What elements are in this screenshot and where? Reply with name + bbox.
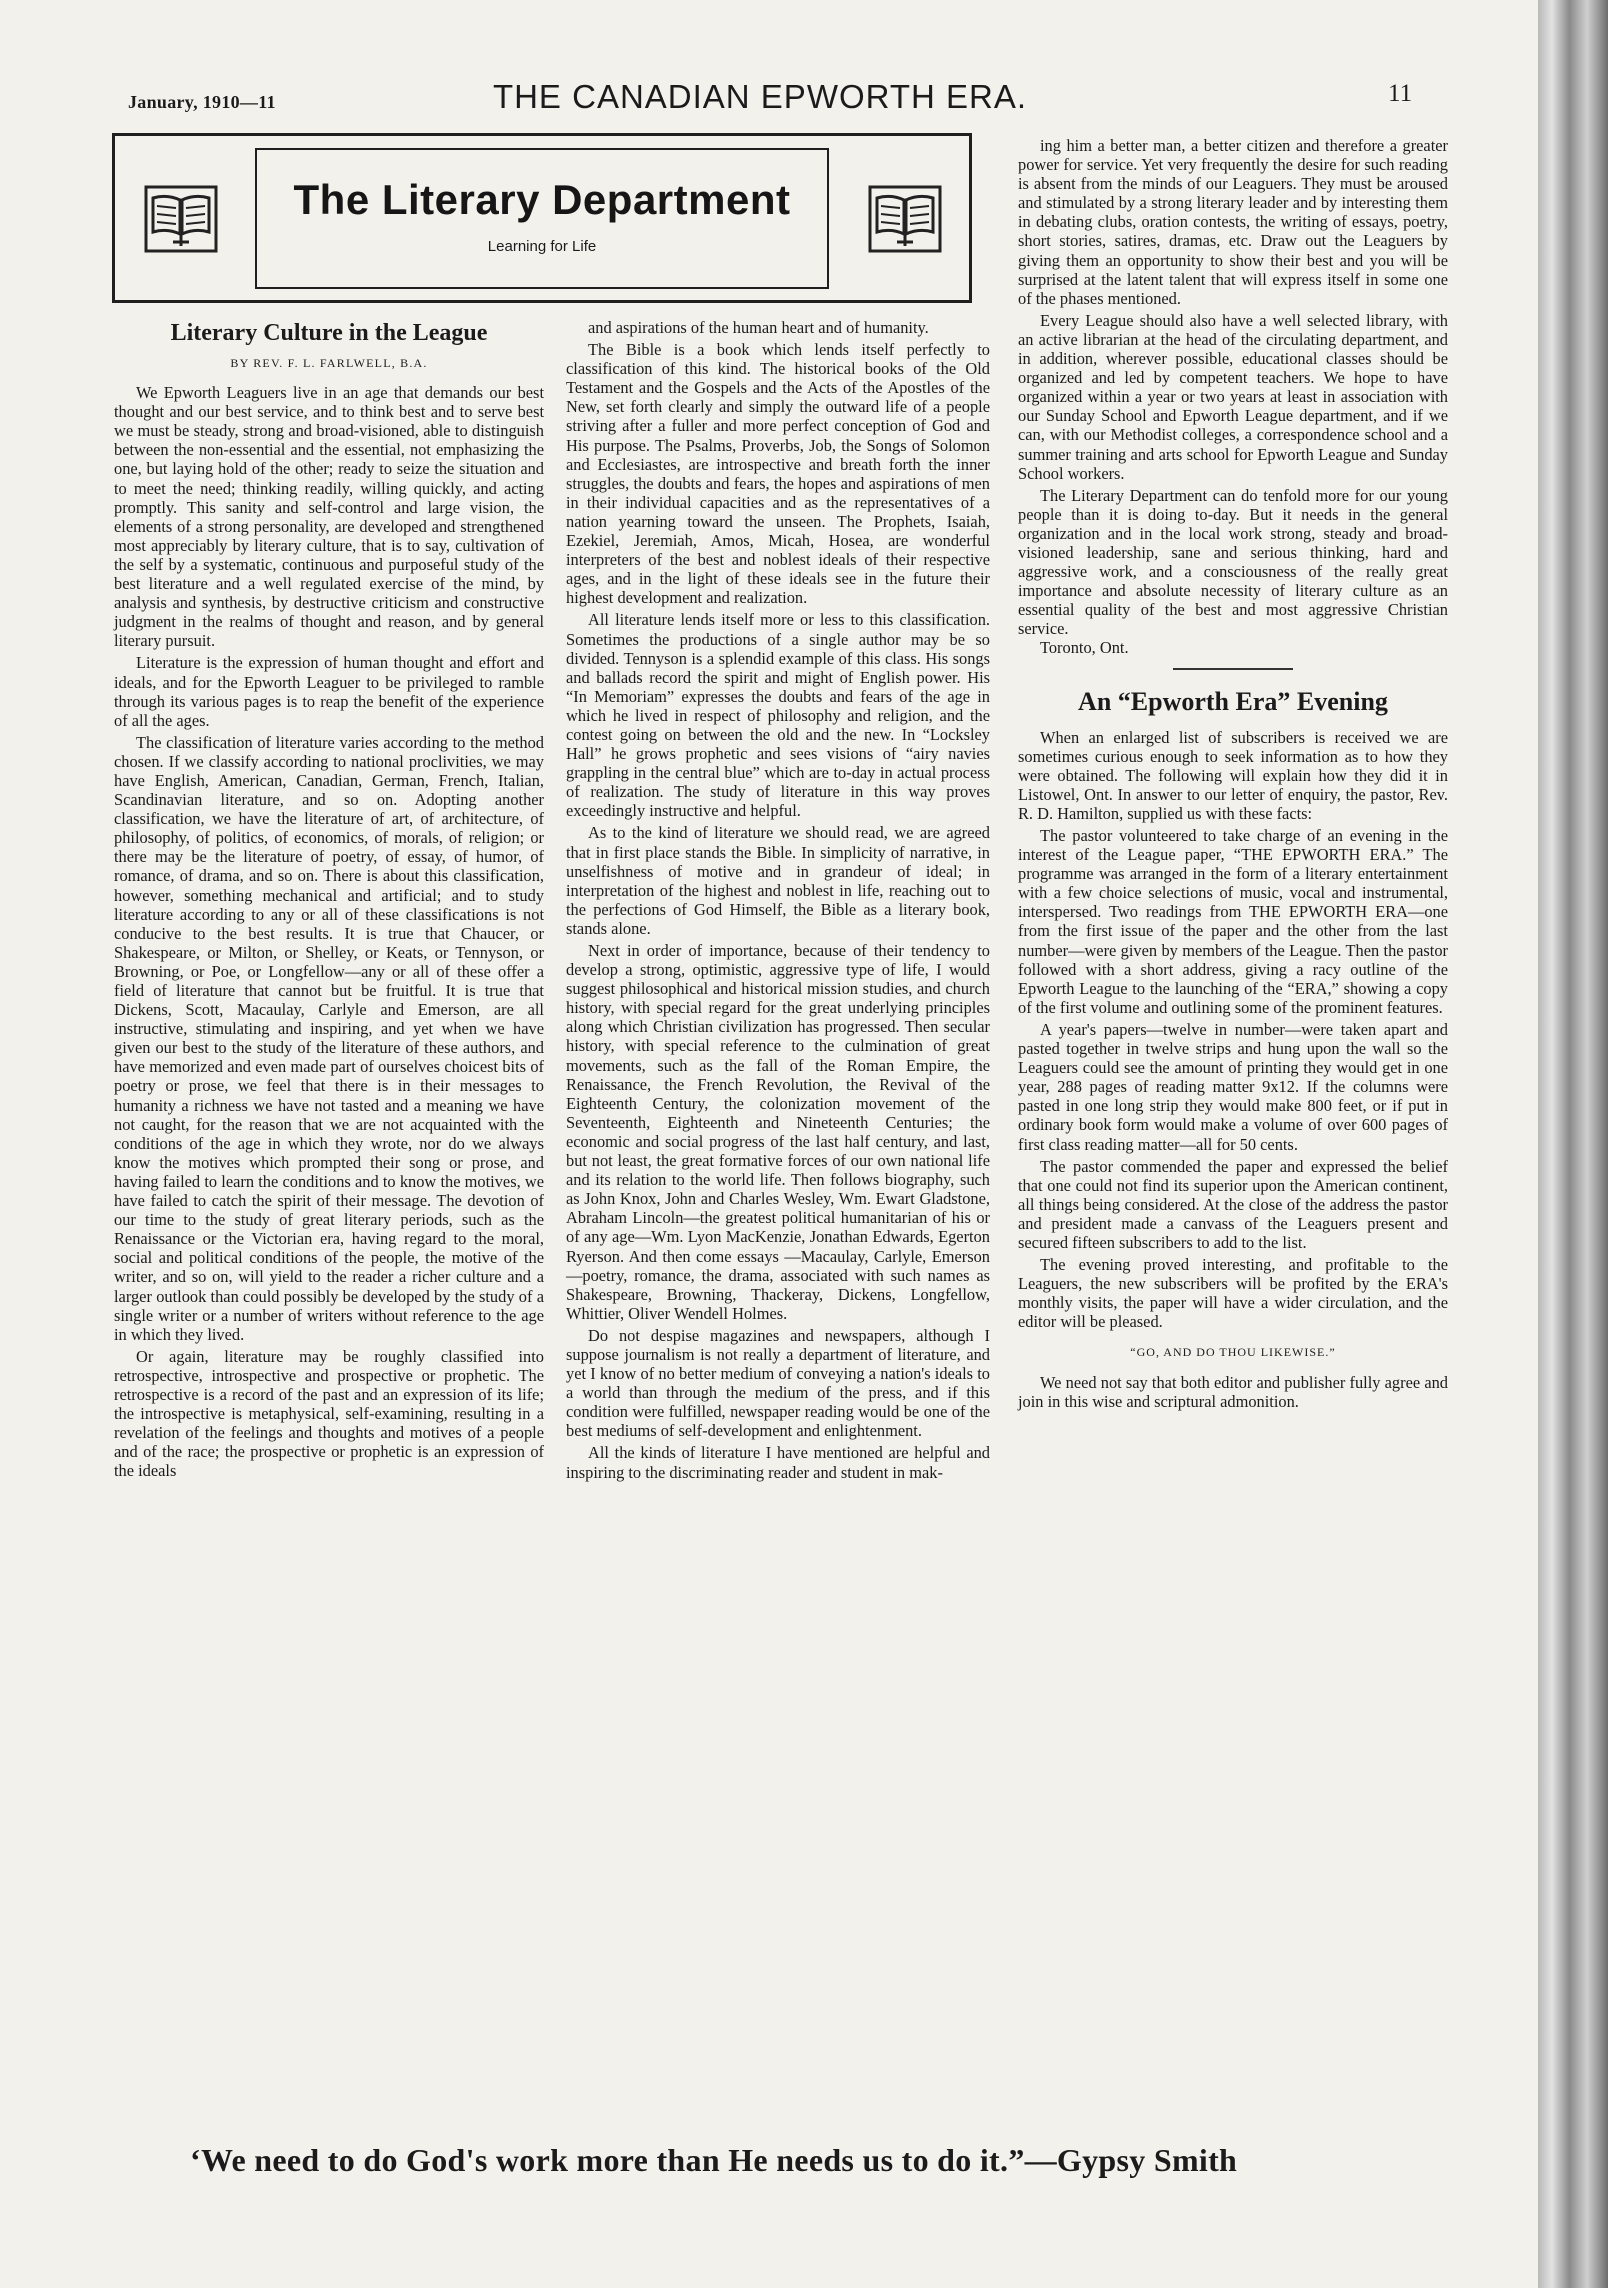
article2-title: An “Epworth Era” Evening (1078, 686, 1388, 716)
paragraph: As to the kind of literature we should read, we are agreed that in first place stands the Bible. In simplicity of narrative, in unselfishness of motive and in grandeur of ideal; in interpretation of the highest and noblest in life, reaching out to the perfections of God Himself, the Bible as a literary book, stands alone. (566, 823, 990, 938)
article-title: Literary Culture in the League (170, 320, 488, 346)
paragraph: and aspirations of the human heart and of humanity. (588, 318, 929, 337)
column-2 (566, 318, 990, 2133)
paragraph: The Bible is a book which lends itself perfectly to classification of this kind. The historical books of the Old Testament and the Gospels and the Acts of the Apostles of the New, set forth clearly and simply the outward life of a people striving after a fuller and more perfect conception of God and His purpose. The Psalms, Proverbs, Job, the Songs of Solomon and Ecclesiastes, are introspective and breath forth the inner struggles, the doubts and fears, the hopes and aspirations of men in their individual capacities and as the representatives of a nation yearning toward the unseen. The Prophets, Isaiah, Ezekiel, Jeremiah, Amos, Micah, Hosea, are wonderful interpreters of the best and noblest ideals of their respective ages, and in the light of these ideals see in the future their highest development and realization. (566, 340, 990, 608)
article-body-col1 (114, 383, 544, 1480)
department-banner (112, 133, 972, 303)
paragraph: A year's papers—twelve in number—were taken apart and pasted together in twelve strips and hung upon the wall so the Leaguers could see the amount of printing they would get in one year, 288 pages of reading matter 9x12. If the columns were pasted in one long strip they would make 800 feet, or if put in ordinary book form would make a volume of over 600 pages of first class reading matter—all for 50 cents. (1018, 1019, 1448, 1154)
paragraph: All literature lends itself more or less to this classification. Sometimes the productions of a single author may be so divided. Tennyson is a splendid example of this class. His songs and ballads record the spirit and might of English power. His “In Memoriam” expresses the doubts and fears of the age in which he lived in respect of philosophy and religion, and the contest going on between the old and the new. In “Locksley Hall” he grows prophetic and sees visions of “airy navies grappling in the central blue” which are to-day in actual process of realization. The study of literature in this way proves exceedingly instructive and helpful. (566, 610, 990, 821)
paragraph: The Literary Department can do tenfold more for our young people than it is doing to-day. But it needs in the general organization and in the local work strong, steady and broad-visioned leadership, sane and serious thinking, hard and aggressive work, and a consciousness of the really great importance and absolute necessity of literary culture as an essential quality of the best and most aggressive Christian service. (1018, 485, 1448, 639)
page-number: 11 (1388, 80, 1413, 107)
paragraph: ing him a better man, a better citizen and therefore a greater power for service. Yet very frequently the desire for such reading is absent from the minds of our Leaguers. They must be aroused and stimulated by a strong literary leader and by interesting them in debating clubs, oration contests, the writing of essays, poetry, short stories, satires, dramas, etc. Draw out the Leaguers by giving them an opportunity to show their best and you will be surprised at the latent talent that will express itself in some one of the phases mentioned. (1018, 136, 1448, 308)
paragraph: We Epworth Leaguers live in an age that demands our best thought and our best service, and to think best and to serve best we must be steady, strong and broad-visioned, able to distinguish between the non-essential and the essential, not emphasizing the one, but laying hold of the other; ready to seize the situation and to meet the need; thinking readily, willing quickly, and acting promptly. This sanity and self-control and large vision, the elements of a strong personality, are developed and strengthened most appreciably by literary culture, that is to say, cultivation of the self by a systematic, continuous and purposeful study of the best literature and a well regulated exercise of the mind, by analysis and synthesis, by destructive criticism and constructive judgment in the realms of thought and reason, and by general literary pursuit. (114, 383, 544, 651)
department-subtitle: Learning for Life (487, 238, 597, 255)
paragraph: The pastor volunteered to take charge of an evening in the interest of the League paper, “THE EPWORTH ERA.” The programme was arranged in the form of a literary entertainment with a few choice selections of music, vocal and instrumental, interspersed. Two readings from THE EPWORTH ERA—one from the first issue of the paper and the other from the last number—were given by members of the League. Then the pastor followed with a short address, giving a racy outline of the Epworth League to the launching of the “ERA,” showing a copy of the first volume and outlining some of the prominent features. (1018, 826, 1448, 1017)
article-byline: BY REV. F. L. FARLWELL, B.A. (230, 356, 428, 370)
paragraph: When an enlarged list of subscribers is received we are sometimes curious enough to seek information as to how they were obtained. The following will explain how they did it in Listowel, Ont. In answer to our letter of enquiry, the pastor, Rev. R. D. Hamilton, supplied us with these facts: (1018, 727, 1448, 823)
paragraph: The pastor commended the paper and expressed the belief that one could not find its superior upon the American continent, all things being considered. At the close of the address the pastor and president made a canvass of the Leaguers present and secured fifteen subscribers to add to the list. (1018, 1156, 1448, 1252)
magazine-title: THE CANADIAN EPWORTH ERA. (492, 78, 1028, 115)
article2-body (1018, 728, 1448, 1332)
footer-quote: ‘We need to do God's work more than He needs us to do it.”—Gypsy Smith (190, 2142, 1238, 2178)
paragraph: Every League should also have a well selected library, with an active librarian at the head of the circulating department, and in addition, wherever possible, educational classes should be organized and led by competent teachers. We hope to have organized within a year or two years at least in association with our Sunday School and Epworth League department, and if we can, with our Methodist colleges, a correspondence school and a summer training and arts school for Epworth League and Sunday School workers. (1018, 310, 1448, 483)
running-head (0, 78, 1538, 122)
paragraph: Or again, literature may be roughly classified into retrospective, introspective and prospective or prophetic. The retrospective is a record of the past and an expression of its life; the introspective is metaphysical, self-examining, resulting in a revelation of the feelings and thoughts and motives of a people and of the race; the prospective or prophetic is an expression of the ideals (114, 1346, 544, 1481)
article-signoff: Toronto, Ont. (1040, 638, 1129, 658)
department-title: The Literary Department (293, 176, 791, 223)
article2-exhortation: “GO, AND DO THOU LIKEWISE.” (1130, 1345, 1336, 1360)
paragraph: Literature is the expression of human thought and effort and ideals, and for the Epworth Leaguer to be privileged to ramble through its various pages is to reap the benefit of the experience of all the ages. (114, 653, 544, 730)
issue-date: January, 1910—11 (128, 92, 276, 112)
article-body-col3 (1018, 136, 1448, 638)
open-book-icon (867, 184, 943, 254)
column-1 (114, 318, 544, 2133)
paragraph: Do not despise magazines and newspapers, although I suppose journalism is not really a department of literature, and yet I know of no better medium of conveying a nation's ideals to a world than through the medium of the press, and if this condition were fulfilled, newspaper reading would be one of the best mediums of self-development and enlightenment. (566, 1325, 990, 1441)
section-divider (1173, 668, 1293, 670)
paragraph: All the kinds of literature I have mentioned are helpful and inspiring to the discriminating reader and student in mak- (566, 1443, 990, 1482)
book-spine (1538, 0, 1608, 2288)
banner-title-box (255, 148, 829, 289)
paragraph: Next in order of importance, because of their tendency to develop a strong, optimistic, aggressive type of life, I would suggest philosophical and historical mission studies, and church history, with special regard for the great underlying principles along which Christian civilization has progressed. Then secular history, with special reference to the culmination of great movements, such as the fall of the Roman Empire, the Renaissance, the French Revolution, the Revival of the Eighteenth Century, the colonization movement of the Seventeenth, Eighteenth and Nineteenth Centuries; the economic and social progress of the last half century, and last, but not least, the great formative forces of our own national life and its relation to the world life. Then follows biography, such as John Knox, John and Charles Wesley, Wm. Ewart Gladstone, Abraham Lincoln—the greatest political humanitarian of his or of any age—Wm. Lyon MacKenzie, Jonathan Edwards, Egerton Ryerson. And then come essays —Macaulay, Carlyle, Emerson—poetry, romance, the drama, associated with such names as Shakespeare, Browning, Thackeray, Dickens, Longfellow, Whittier, Oliver Wendell Holmes. (566, 941, 990, 1323)
paragraph: The classification of literature varies according to the method chosen. If we classify according to national proclivities, we may have English, American, Canadian, German, French, Italian, Scandinavian literature, and so on. Adopting another classification, we have the literature of art, of architecture, of philosophy, of politics, of economics, of morals, of religion; or there may be the literature of poetry, of essay, of humor, of romance, of drama, and so on. There is about this classification, however, something mechanical and artificial; and to study literature according to any or all of these classifications is not conducive to the best results. It is true that Chaucer, or Shakespeare, or Milton, or Shelley, or Keats, or Tennyson, or Browning, or Poe, or Longfellow—any or all of these offer a field of literature that cannot but be fruitful. It is true that Dickens, Scott, Macaulay, Carlyle and Emerson, are all instructive, stimulating and inspiring, and yet when we have given our best to the study of the literature of these authors, and have memorized and even made part of ourselves choicest bits of poetry or prose, we feel that there is in their messages to humanity a richness we have not tasted and a meaning we have not caught, for the reason that we are not acquainted with the conditions of the age in which they wrote, nor do we always know the motives which prompted their song or prose, and having failed to learn the conditions and to know the motives, we have failed to catch the spirit of their message. The devotion of our time to the study of great literary periods, such as the Renaissance or the Victorian era, having regard to the moral, social and political conditions of the people, the motive of the writer, and so on, will yield to the reader a richer culture and a larger outlook than could possibly be developed by the study of a single writer or a number of writers without reference to the age in which they lived. (114, 732, 544, 1344)
column-3 (1018, 136, 1448, 2136)
paragraph: The evening proved interesting, and profitable to the Leaguers, the new subscribers will be profited by the ERA's monthly visits, the paper will have a wider circulation, and the editor will be pleased. (1018, 1255, 1448, 1332)
open-book-icon (143, 184, 219, 254)
article2-closing: We need not say that both editor and publisher fully agree and join in this wise and scriptural admonition. (1018, 1372, 1448, 1411)
article-body-col2 (566, 318, 990, 1482)
